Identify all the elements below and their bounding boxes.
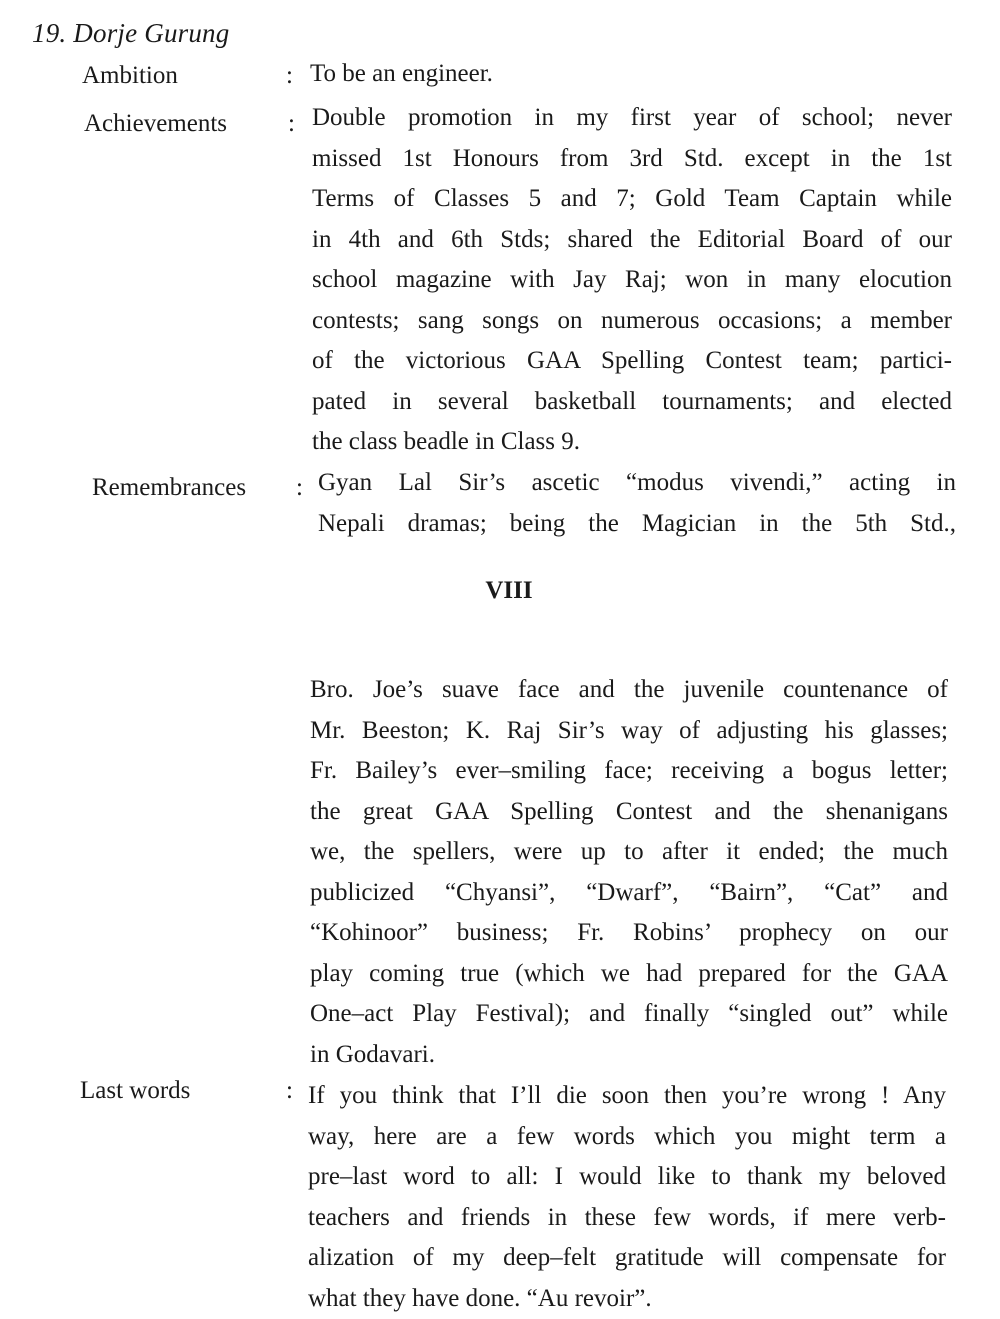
achievements-colon: : bbox=[288, 110, 295, 138]
remembrances-line: “Kohinoor” business; Fr. Robins’ prophecy on our bbox=[310, 913, 948, 954]
achievements-line: Terms of Classes 5 and 7; Gold Team Captain while bbox=[312, 179, 952, 220]
remembrances-line: play coming true (which we had prepared for the GAA bbox=[310, 954, 948, 995]
ambition-line: To be an engineer. bbox=[310, 54, 950, 95]
last-words-line: alization of my deep–felt gratitude will compensate for bbox=[308, 1238, 946, 1279]
last-words-line: If you think that I’ll die soon then you’re wrong ! Any bbox=[308, 1076, 946, 1117]
remembrances-line: Gyan Lal Sir’s ascetic “modus vivendi,” acting in bbox=[318, 463, 956, 504]
remembrances-label: Remembrances bbox=[92, 474, 246, 502]
achievements-line: the class beadle in Class 9. bbox=[312, 422, 952, 463]
remembrances-line: Mr. Beeston; K. Raj Sir’s way of adjusting his glasses; bbox=[310, 711, 948, 752]
achievements-line: of the victorious GAA Spelling Contest team; partici- bbox=[312, 341, 952, 382]
ambition-text bbox=[310, 54, 950, 95]
remembrances-line: publicized “Chyansi”, “Dwarf”, “Bairn”, “Cat” and bbox=[310, 873, 948, 914]
remembrances-colon: : bbox=[296, 474, 303, 502]
achievements-line: Double promotion in my first year of school; never bbox=[312, 98, 952, 139]
achievements-line: school magazine with Jay Raj; won in many elocution bbox=[312, 260, 952, 301]
remembrances-line: Fr. Bailey’s ever–smiling face; receiving a bogus letter; bbox=[310, 751, 948, 792]
remembrances-line: One–act Play Festival); and finally “singled out” while bbox=[310, 994, 948, 1035]
remembrances-line: we, the spellers, were up to after it ended; the much bbox=[310, 832, 948, 873]
achievements-line: missed 1st Honours from 3rd Std. except in the 1st bbox=[312, 139, 952, 180]
page-marker: VIII bbox=[0, 577, 1000, 605]
ambition-colon: : bbox=[286, 62, 293, 90]
last-words-line: way, here are a few words which you might term a bbox=[308, 1117, 946, 1158]
remembrances-text bbox=[318, 463, 956, 544]
achievements-label: Achievements bbox=[84, 110, 227, 138]
achievements-text bbox=[312, 98, 952, 463]
achievements-line: in 4th and 6th Stds; shared the Editorial Board of our bbox=[312, 220, 952, 261]
last-words-line: pre–last word to all: I would like to thank my beloved bbox=[308, 1157, 946, 1198]
remembrances-line: Nepali dramas; being the Magician in the 5th Std., bbox=[318, 504, 956, 545]
last-words-line: teachers and friends in these few words, if mere verb- bbox=[308, 1198, 946, 1239]
remembrances-continued-text bbox=[310, 670, 948, 1075]
remembrances-line: the great GAA Spelling Contest and the shenanigans bbox=[310, 792, 948, 833]
achievements-line: pated in several basketball tournaments; and elected bbox=[312, 382, 952, 423]
remembrances-line: in Godavari. bbox=[310, 1035, 948, 1076]
last-words-line: what they have done. “Au revoir”. bbox=[308, 1279, 946, 1319]
remembrances-line: Bro. Joe’s suave face and the juvenile countenance of bbox=[310, 670, 948, 711]
last-words-label: Last words bbox=[80, 1077, 190, 1105]
last-words-text bbox=[308, 1076, 946, 1319]
achievements-line: contests; sang songs on numerous occasions; a member bbox=[312, 301, 952, 342]
last-words-colon: : bbox=[286, 1077, 293, 1105]
entry-title: 19. Dorje Gurung bbox=[32, 18, 229, 49]
ambition-label: Ambition bbox=[82, 62, 178, 90]
